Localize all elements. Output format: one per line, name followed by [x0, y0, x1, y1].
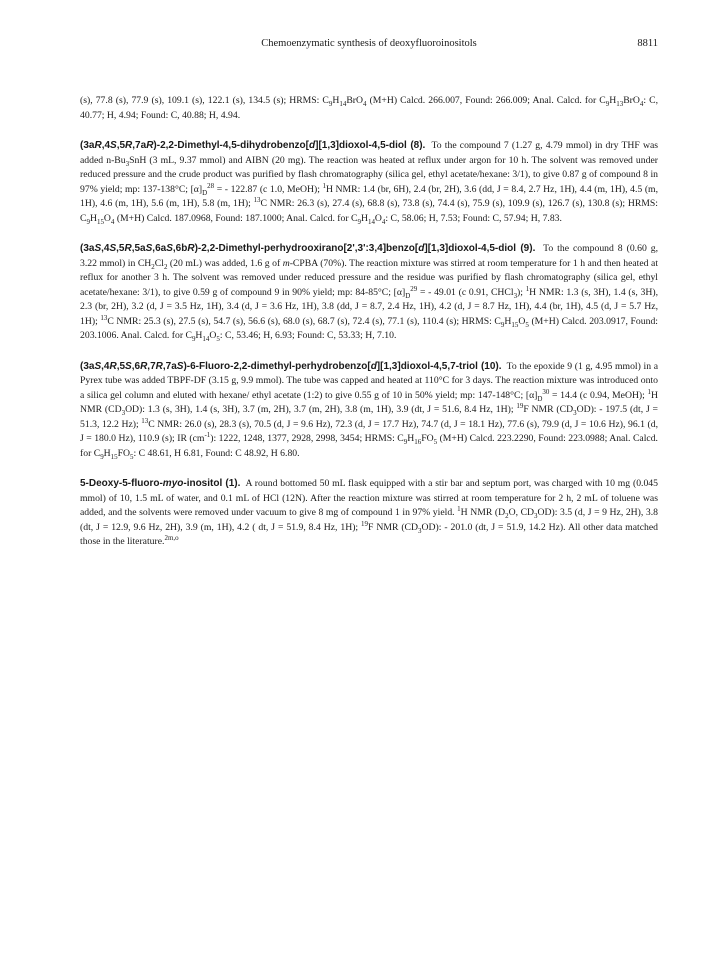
running-title: Chemoenzymatic synthesis of deoxyfluoroinositols	[261, 38, 477, 49]
paragraph-body: (s), 77.8 (s), 77.9 (s), 109.1 (s), 122.1 (s), 134.5 (s); HRMS: $C_9H_{14}BrO_4$ (M+H) Calcd. 266.007, Found: 266.009; Anal. Calcd. for $C_9H_{13}BrO_4$: C, 40.77; H, 4.94; Found: C, 40.88; H, 4.94.	[80, 95, 659, 121]
paragraph-body: A round bottomed 50 mL flask equipped with a stir bar and septum port, was charged with 10 mg (0.045 mmol) of 10, 1.5 mL of water, and 0.1 mL of HCl (12N). After the reaction mixture was stirred at room temperature for 2 h, 2 mL of toluene was added, and the solvents were removed under vacuum to give 8 mg of compound 1 in 97% yield. $^1$H NMR ($D_2O$, $CD_3OD$): 3.5 (d, J = 9 Hz, 2H), 3.8 (dt, J = 12.9, 9.6 Hz, 2H), 3.9 (m, 1H), 4.2 ( dt, J = 51.9, 8.4 Hz, 1H); $^{19}$F NMR $(CD_3OD)$: - 201.0 (dt, J = 51.9, 14.2 Hz). All other data matched those in the literature.$^{2m,o}$	[80, 478, 658, 547]
running-head	[80, 38, 658, 58]
paragraph-compound-9	[80, 242, 658, 344]
page-number: 8811	[637, 38, 658, 49]
paragraph-compound-8	[80, 139, 658, 226]
paragraph-compound-1	[80, 477, 658, 550]
compound-heading: (3aR,4S,5R,7aR)-2,2-Dimethyl-4,5-dihydrobenzo[d][1,3]dioxol-4,5-diol (8).	[80, 140, 426, 151]
paper-page	[80, 38, 658, 550]
paragraph-continuation	[80, 94, 658, 123]
compound-heading: (3aS,4S,5R,5aS,6aS,6bR)-2,2-Dimethyl-perhydrooxirano[2',3':3,4]benzo[d][1,3]dioxol-4,5-diol (9).	[80, 243, 536, 254]
paragraph-body: To the compound 7 (1.27 g, 4.79 mmol) in dry THF was added $n-Bu_3SnH$ (3 mL, 9.37 mmol) and AIBN (20 mg). The reaction was heated at reflux under argon for 10 h. The solvent was removed under reduced pressure and the crude product was purified by flash chromatography (silica gel, ethyl acetate/hexane: 3/1), to give 0.87 g of compound 8 in 97% yield; mp: 137-138°C; $[\alpha]_D^{28}$ = - 122.87 (c 1.0, MeOH); $^1$H NMR: 1.4 (br, 6H), 2.4 (br, 2H), 3.6 (dd, J = 8.4, 2.7 Hz, 1H), 4.4 (m, 1H), 4.5 (m, 1H), 4.6 (m, 1H), 5.6 (m, 1H), 5.8 (m, 1H); $^{13}$C NMR: 26.3 (s), 27.4 (s), 68.8 (s), 73.8 (s), 74.4 (s), 75.9 (s), 109.9 (s), 126.7 (s), 130.8 (s); HRMS: $C_9H_{15}O_4$ (M+H) Calcd. 187.0968, Found: 187.1000; Anal. Calcd. for $C_9H_{14}O_4$: C, 58.06; H, 7.53; Found: C, 57.94; H, 7.83.	[80, 140, 659, 226]
paragraph-body: To the compound 8 (0.60 g, 3.22 mmol) in $CH_2Cl_2$ (20 mL) was added, 1.6 g of m-CPBA (70%). The reaction mixture was stirred at room temperature for 1 h and then heated at reflux for another 3 h. The solvent was removed under reduced pressure and the residue was purified by flash chromatography (silica gel, ethyl acetate/hexane: 3/1), to give 0.59 g of compound 9 in 90% yield; mp: 84-85°C; $[\alpha]_D^{29}$ = - 49.01 (c 0.91, CHCl$_3$); $^1$H NMR: 1.3 (s, 3H), 1.4 (s, 3H), 2.3 (br, 2H), 3.2 (d, J = 3.5 Hz, 1H), 3.4 (d, J = 3.6 Hz, 1H), 3.8 (dd, J = 8.7, 2.4 Hz, 1H), 4.2 (d, J = 8.7 Hz, 1H), 4.4 (br, 1H), 4.5 (d, J = 5.7 Hz, 1H); $^{13}$C NMR: 25.3 (s), 27.5 (s), 54.7 (s), 56.6 (s), 68.0 (s), 68.7 (s), 72.4 (s), 77.1 (s), 110.4 (s); HRMS: $C_9H_{15}O_5$ (M+H) Calcd. 203.0917, Found: 203.1006. Anal. Calcd. for $C_9H_{14}O_5$: C, 53.46; H, 6.93; Found: C, 53.33; H, 7.10.	[80, 243, 659, 343]
compound-heading: (3aS,4R,5S,6R,7R,7aS)-6-Fluoro-2,2-dimethyl-perhydrobenzo[d][1,3]dioxol-4,5,7-triol (10).	[80, 360, 502, 372]
compound-heading: 5-Deoxy-5-fluoro-myo-inositol (1).	[80, 478, 241, 489]
paragraph-body: To the epoxide 9 (1 g, 4.95 mmol) in a Pyrex tube was added TBPF-DF (3.15 g, 9.9 mmol). The tube was capped and heated at 110°C for 3 days. The reaction mixture was introduced onto a silica gel column and eluted with hexane/ ethyl acetate (1:2) to give 0.55 g of 10 in 50% yield; mp: 147-148°C; $[\alpha]_D^{30} = 14.4$ (c 0.94, MeOH); $^1$H NMR $(CD_3OD)$: 1.3 (s, 3H), 1.4 (s, 3H), 3.7 (m, 2H), 3.7 (m, 2H), 3.8 (m, 1H), 3.9 (dt, J = 51.6, 8.4 Hz, 1H); $^{19}$F NMR $(CD_3OD)$: - 197.5 (dt, J = 51.3, 12.2 Hz); $^{13}$C NMR: 26.0 (s), 28.3 (s), 70.5 (d, J = 9.6 Hz), 72.3 (d, J = 17.7 Hz), 74.7 (d, J = 18.1 Hz), 77.6 (s), 79.9 (d, J = 10.6 Hz), 96.1 (d, J = 180.0 Hz), 110.9 (s); IR $(cm^{-1})$: 1222, 1248, 1377, 2928, 2998, 3454; HRMS: $C_9H_{16}FO_5$ (M+H) Calcd. 223.2290, Found: 223.0988; Anal. Calcd. for $C_9H_{15}FO_5$: C 48.61, H 6.81, Found: C 48.92, H 6.80.	[80, 360, 658, 461]
paragraph-compound-10	[80, 360, 658, 462]
